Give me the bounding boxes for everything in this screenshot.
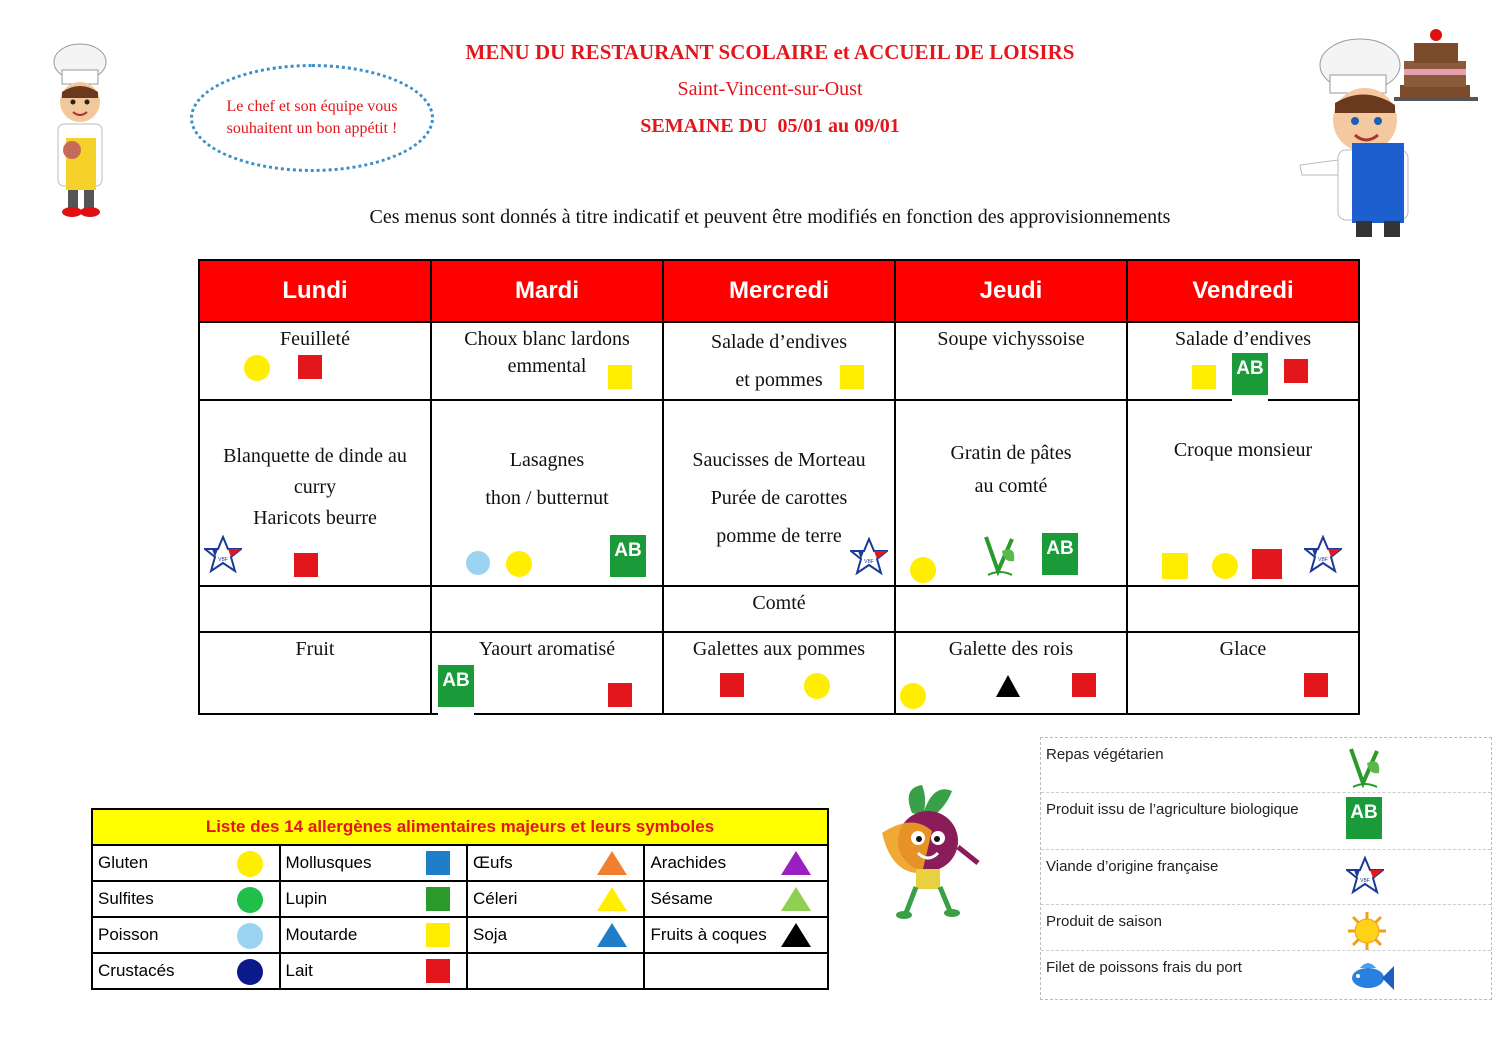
legend-label: Filet de poissons frais du port xyxy=(1046,959,1242,976)
speech-bubble xyxy=(190,64,434,172)
menu-cell xyxy=(431,400,663,586)
dish-name: Galette des rois xyxy=(948,638,1074,660)
dish-name: Saucisses de Morteau Purée de carottes pomme de terre xyxy=(692,449,866,547)
organic-ab-icon: AB xyxy=(1042,533,1078,583)
lait-symbol xyxy=(720,673,744,697)
allergen-mollusques: Mollusques xyxy=(280,845,468,881)
poisson-symbol xyxy=(466,551,490,575)
dish-name: Soupe vichyssoise xyxy=(937,328,1085,350)
allergen-gluten: Gluten xyxy=(92,845,280,881)
day-header: Mardi xyxy=(431,260,663,322)
dish-name: Choux blanc lardons emmental xyxy=(464,328,630,377)
gluten-symbol xyxy=(910,557,936,583)
menu-cell xyxy=(431,632,663,714)
legend-row xyxy=(1041,850,1491,905)
legend-row xyxy=(1041,951,1491,999)
menu-cell xyxy=(1127,632,1359,714)
french-meat-icon xyxy=(204,535,242,577)
organic-ab-icon: AB xyxy=(1346,797,1382,847)
dish-name: Feuilleté xyxy=(280,328,350,350)
page-title: MENU DU RESTAURANT SCOLAIRE et ACCUEIL DE LOISIRS xyxy=(465,40,1075,64)
svg-text:VBF: VBF xyxy=(864,559,874,565)
organic-ab-icon: AB xyxy=(610,535,646,585)
dish-name xyxy=(432,587,662,590)
menu-cell xyxy=(663,322,895,400)
lait-symbol xyxy=(298,355,322,379)
menu-cell xyxy=(431,322,663,400)
allergen-legend-title: Liste des 14 allergènes alimentaires majeurs et leurs symboles xyxy=(92,809,828,845)
legend-row xyxy=(1041,738,1491,793)
allergen-empty xyxy=(644,953,828,989)
legend-row xyxy=(1041,905,1491,951)
days-header-row xyxy=(199,260,1359,322)
dish-name xyxy=(200,587,430,590)
dish-name: Salade d’endives xyxy=(1174,328,1312,350)
lait-symbol xyxy=(294,553,318,577)
desserts-row xyxy=(199,632,1359,714)
arachides-symbol xyxy=(781,851,811,875)
gluten-symbol xyxy=(506,551,532,577)
moutarde-symbol xyxy=(426,923,450,947)
disclaimer: Ces menus sont donnés à titre indicatif et peuvent être modifiés en fonction des approvisionnements xyxy=(369,206,1171,228)
soja-symbol xyxy=(597,923,627,947)
french-meat-icon xyxy=(1304,535,1342,577)
dish-name: Yaourt aromatisé xyxy=(478,638,616,660)
menu-cell xyxy=(1127,322,1359,400)
day-header: Vendredi xyxy=(1127,260,1359,322)
gluten-symbol xyxy=(237,851,263,877)
moutarde-symbol xyxy=(1192,365,1216,389)
dish-name: Lasagnes thon / butternut xyxy=(485,449,609,509)
mollusques-symbol xyxy=(426,851,450,875)
mains-row xyxy=(199,400,1359,586)
lait-symbol xyxy=(1304,673,1328,697)
dish-name: Gratin de pâtes au comté xyxy=(950,442,1072,497)
poisson-symbol xyxy=(237,923,263,949)
dish-name: Fruit xyxy=(295,638,335,660)
menu-cell xyxy=(895,586,1127,632)
fruits-a-coques-symbol xyxy=(996,675,1020,697)
menu-cell xyxy=(199,632,431,714)
dish-name: Galettes aux pommes xyxy=(692,638,866,660)
sulfites-symbol xyxy=(237,887,263,913)
legend-label: Repas végétarien xyxy=(1046,746,1164,763)
allergen-fruits-a-coques: Fruits à coques xyxy=(644,917,828,953)
menu-cell xyxy=(895,632,1127,714)
day-header: Jeudi xyxy=(895,260,1127,322)
svg-text:VBF: VBF xyxy=(218,557,228,563)
dish-name xyxy=(896,587,1126,590)
allergen-legend xyxy=(91,808,829,990)
gluten-symbol xyxy=(1212,553,1238,579)
menu-cell xyxy=(1127,400,1359,586)
week-label: SEMAINE DU 05/01 au 09/01 xyxy=(640,115,900,137)
allergen-oeufs: Œufs xyxy=(467,845,644,881)
dish-name: Salade d’endives et pommes xyxy=(710,331,848,391)
lupin-symbol xyxy=(426,887,450,911)
menu-cell xyxy=(431,586,663,632)
moutarde-symbol xyxy=(608,365,632,389)
symbols-legend xyxy=(1040,737,1492,1000)
legend-label: Produit issu de l’agriculture biologique xyxy=(1046,801,1299,818)
lait-symbol xyxy=(1252,549,1282,579)
chef-left-illustration xyxy=(40,40,120,220)
lait-symbol xyxy=(1072,673,1096,697)
menu-cell xyxy=(1127,586,1359,632)
legend-label: Produit de saison xyxy=(1046,913,1162,930)
menu-cell xyxy=(663,400,895,586)
moutarde-symbol xyxy=(1162,553,1188,579)
allergen-arachides: Arachides xyxy=(644,845,828,881)
menu-cell xyxy=(199,586,431,632)
dish-name xyxy=(1128,587,1358,590)
crustaces-symbol xyxy=(237,959,263,985)
gluten-symbol xyxy=(804,673,830,699)
menu-cell xyxy=(199,322,431,400)
beet-mascot-illustration xyxy=(872,783,984,923)
dish-name: Croque monsieur xyxy=(1173,439,1313,461)
allergen-empty xyxy=(467,953,644,989)
oeufs-symbol xyxy=(597,851,627,875)
day-header: Lundi xyxy=(199,260,431,322)
svg-text:VBF: VBF xyxy=(1360,878,1370,884)
lait-symbol xyxy=(1284,359,1308,383)
sun-icon xyxy=(1346,910,1388,952)
allergen-celeri: Céleri xyxy=(467,881,644,917)
town-name: Saint-Vincent-sur-Oust xyxy=(677,78,863,100)
dish-name: Comté xyxy=(752,592,806,614)
moutarde-symbol xyxy=(840,365,864,389)
allergen-sesame: Sésame xyxy=(644,881,828,917)
menu-cell xyxy=(663,586,895,632)
menu-cell xyxy=(895,322,1127,400)
vegetarian-icon xyxy=(982,531,1018,579)
menu-cell xyxy=(895,400,1127,586)
allergen-sulfites: Sulfites xyxy=(92,881,280,917)
allergen-soja: Soja xyxy=(467,917,644,953)
gluten-symbol xyxy=(900,683,926,709)
starters-row xyxy=(199,322,1359,400)
lait-symbol xyxy=(426,959,450,983)
menu-table xyxy=(198,259,1360,715)
legend-label: Viande d’origine française xyxy=(1046,858,1219,875)
french-meat-icon xyxy=(850,537,888,579)
organic-ab-icon: AB xyxy=(1232,353,1268,403)
allergen-lupin: Lupin xyxy=(280,881,468,917)
celeri-symbol xyxy=(597,887,627,911)
dish-name: Blanquette de dinde au curry Haricots beurre xyxy=(223,445,407,529)
french-meat-icon xyxy=(1346,855,1384,899)
gluten-symbol xyxy=(244,355,270,381)
fish-icon xyxy=(1346,956,1396,998)
lait-symbol xyxy=(608,683,632,707)
allergen-lait: Lait xyxy=(280,953,468,989)
day-header: Mercredi xyxy=(663,260,895,322)
sesame-symbol xyxy=(781,887,811,911)
legend-row xyxy=(1041,793,1491,850)
cheese-row xyxy=(199,586,1359,632)
speech-text: Le chef et son équipe vous souhaitent un bon appétit ! xyxy=(226,98,398,137)
vegetarian-icon xyxy=(1346,743,1384,791)
menu-cell xyxy=(199,400,431,586)
dish-name: Glace xyxy=(1219,638,1267,660)
organic-ab-icon: AB xyxy=(438,665,474,715)
allergen-poisson: Poisson xyxy=(92,917,280,953)
fruits-a-coques-symbol xyxy=(781,923,811,947)
svg-text:VBF: VBF xyxy=(1318,557,1328,563)
allergen-crustaces: Crustacés xyxy=(92,953,280,989)
allergen-moutarde: Moutarde xyxy=(280,917,468,953)
menu-cell xyxy=(663,632,895,714)
